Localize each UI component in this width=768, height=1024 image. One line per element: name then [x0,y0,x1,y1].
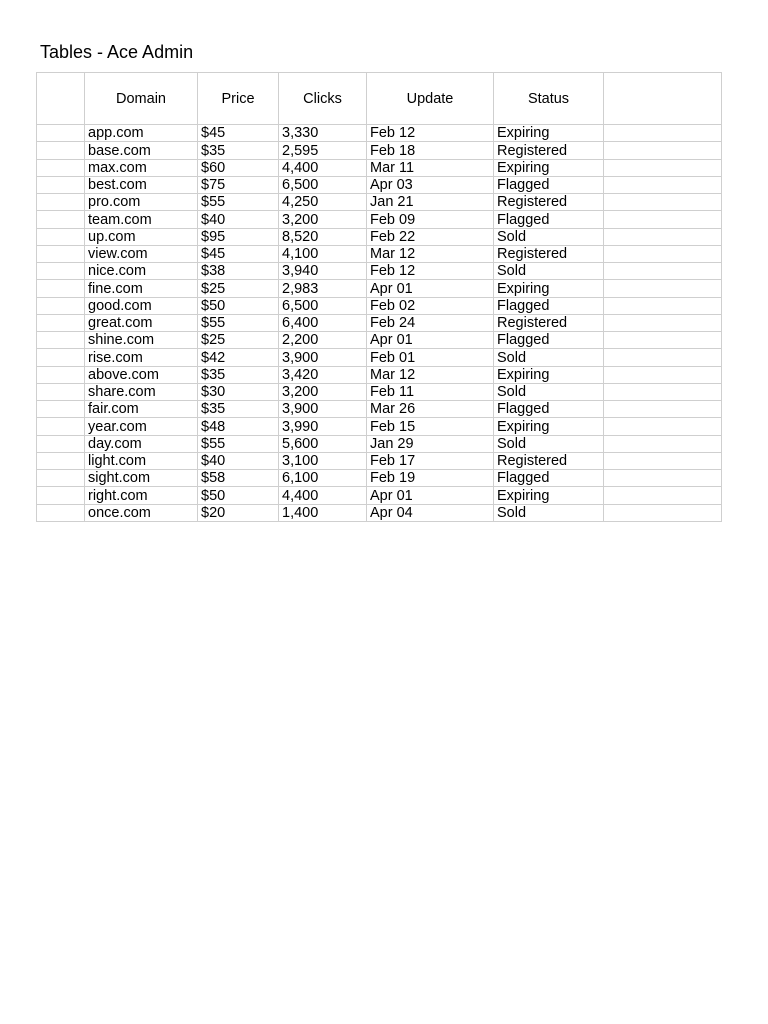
table-row [37,228,722,245]
cell-domain: above.com [85,366,198,383]
cell-blank-left [37,159,85,176]
cell-clicks: 2,595 [279,142,367,159]
cell-update: Feb 24 [367,314,494,331]
cell-blank-right [604,332,722,349]
cell-price: $55 [198,194,279,211]
cell-blank-left [37,383,85,400]
cell-price: $45 [198,245,279,262]
cell-update: Feb 17 [367,452,494,469]
cell-blank-left [37,349,85,366]
cell-blank-left [37,332,85,349]
cell-update: Feb 12 [367,263,494,280]
cell-status: Flagged [494,211,604,228]
cell-status: Registered [494,245,604,262]
cell-price: $25 [198,332,279,349]
cell-domain: max.com [85,159,198,176]
cell-domain: once.com [85,504,198,521]
header-clicks: Clicks [279,73,367,125]
cell-price: $40 [198,211,279,228]
cell-price: $48 [198,418,279,435]
table-row [37,211,722,228]
cell-price: $95 [198,228,279,245]
table-row [37,401,722,418]
cell-price: $75 [198,176,279,193]
cell-status: Sold [494,228,604,245]
cell-update: Apr 04 [367,504,494,521]
cell-price: $20 [198,504,279,521]
cell-price: $40 [198,452,279,469]
cell-update: Feb 15 [367,418,494,435]
table-row [37,332,722,349]
header-price: Price [198,73,279,125]
cell-domain: great.com [85,314,198,331]
cell-clicks: 3,990 [279,418,367,435]
cell-blank-right [604,314,722,331]
cell-update: Feb 12 [367,125,494,142]
cell-price: $50 [198,297,279,314]
cell-blank-right [604,383,722,400]
cell-domain: fair.com [85,401,198,418]
cell-price: $35 [198,142,279,159]
cell-status: Flagged [494,470,604,487]
cell-status: Expiring [494,159,604,176]
cell-update: Feb 19 [367,470,494,487]
cell-clicks: 2,200 [279,332,367,349]
cell-blank-left [37,176,85,193]
cell-update: Feb 18 [367,142,494,159]
cell-clicks: 6,500 [279,297,367,314]
cell-price: $42 [198,349,279,366]
header-update: Update [367,73,494,125]
cell-status: Sold [494,263,604,280]
cell-status: Registered [494,452,604,469]
cell-blank-left [37,280,85,297]
cell-price: $25 [198,280,279,297]
cell-update: Feb 01 [367,349,494,366]
cell-domain: team.com [85,211,198,228]
cell-blank-left [37,125,85,142]
cell-update: Apr 01 [367,332,494,349]
cell-domain: nice.com [85,263,198,280]
cell-domain: light.com [85,452,198,469]
cell-clicks: 8,520 [279,228,367,245]
cell-domain: day.com [85,435,198,452]
table-row [37,280,722,297]
cell-price: $60 [198,159,279,176]
cell-status: Flagged [494,332,604,349]
cell-clicks: 3,330 [279,125,367,142]
cell-blank-right [604,228,722,245]
table-row [37,159,722,176]
cell-price: $35 [198,401,279,418]
cell-domain: good.com [85,297,198,314]
table-row [37,452,722,469]
cell-domain: year.com [85,418,198,435]
cell-domain: right.com [85,487,198,504]
cell-blank-left [37,452,85,469]
cell-clicks: 3,200 [279,211,367,228]
cell-domain: app.com [85,125,198,142]
cell-status: Expiring [494,280,604,297]
cell-blank-left [37,470,85,487]
cell-blank-right [604,349,722,366]
cell-price: $30 [198,383,279,400]
cell-price: $45 [198,125,279,142]
table-row [37,366,722,383]
cell-clicks: 3,900 [279,401,367,418]
cell-blank-right [604,435,722,452]
cell-update: Mar 26 [367,401,494,418]
cell-status: Sold [494,504,604,521]
cell-blank-right [604,125,722,142]
cell-clicks: 6,500 [279,176,367,193]
cell-clicks: 4,400 [279,487,367,504]
table-row [37,435,722,452]
cell-blank-right [604,263,722,280]
cell-status: Flagged [494,297,604,314]
cell-blank-left [37,211,85,228]
cell-status: Sold [494,349,604,366]
cell-status: Expiring [494,418,604,435]
header-domain: Domain [85,73,198,125]
cell-price: $55 [198,314,279,331]
table-header [37,73,722,125]
cell-blank-right [604,159,722,176]
cell-blank-right [604,452,722,469]
cell-update: Jan 21 [367,194,494,211]
cell-blank-right [604,194,722,211]
cell-update: Apr 03 [367,176,494,193]
table-row [37,142,722,159]
cell-blank-right [604,470,722,487]
cell-update: Mar 11 [367,159,494,176]
cell-status: Registered [494,142,604,159]
cell-clicks: 3,420 [279,366,367,383]
header-blank-left [37,73,85,125]
cell-domain: base.com [85,142,198,159]
cell-blank-left [37,245,85,262]
domains-table [36,72,722,522]
header-status: Status [494,73,604,125]
cell-update: Mar 12 [367,245,494,262]
cell-domain: share.com [85,383,198,400]
table-body [37,125,722,522]
cell-price: $55 [198,435,279,452]
cell-update: Mar 12 [367,366,494,383]
cell-blank-left [37,504,85,521]
table-row [37,125,722,142]
cell-clicks: 4,100 [279,245,367,262]
table-row [37,194,722,211]
cell-price: $35 [198,366,279,383]
cell-blank-left [37,435,85,452]
table-row [37,245,722,262]
cell-domain: view.com [85,245,198,262]
cell-clicks: 4,250 [279,194,367,211]
cell-blank-left [37,263,85,280]
cell-status: Sold [494,383,604,400]
cell-blank-left [37,142,85,159]
cell-domain: rise.com [85,349,198,366]
cell-blank-left [37,418,85,435]
cell-blank-right [604,280,722,297]
cell-blank-right [604,142,722,159]
cell-clicks: 4,400 [279,159,367,176]
table-row [37,470,722,487]
table-row [37,349,722,366]
cell-clicks: 1,400 [279,504,367,521]
cell-blank-left [37,366,85,383]
cell-update: Jan 29 [367,435,494,452]
cell-blank-right [604,211,722,228]
cell-update: Apr 01 [367,280,494,297]
table-row [37,504,722,521]
header-blank-right [604,73,722,125]
cell-domain: pro.com [85,194,198,211]
cell-price: $58 [198,470,279,487]
cell-blank-left [37,297,85,314]
cell-blank-left [37,314,85,331]
cell-domain: sight.com [85,470,198,487]
cell-clicks: 3,200 [279,383,367,400]
cell-update: Feb 09 [367,211,494,228]
cell-status: Registered [494,314,604,331]
cell-status: Registered [494,194,604,211]
cell-clicks: 2,983 [279,280,367,297]
cell-status: Expiring [494,125,604,142]
cell-status: Expiring [494,366,604,383]
cell-clicks: 6,100 [279,470,367,487]
cell-price: $50 [198,487,279,504]
cell-blank-left [37,194,85,211]
cell-update: Feb 02 [367,297,494,314]
table-row [37,263,722,280]
cell-clicks: 5,600 [279,435,367,452]
cell-blank-left [37,228,85,245]
cell-clicks: 3,900 [279,349,367,366]
cell-update: Apr 01 [367,487,494,504]
cell-status: Expiring [494,487,604,504]
cell-status: Flagged [494,401,604,418]
cell-blank-left [37,401,85,418]
cell-clicks: 3,100 [279,452,367,469]
cell-domain: up.com [85,228,198,245]
cell-clicks: 6,400 [279,314,367,331]
table-row [37,487,722,504]
table-row [37,383,722,400]
page-title: Tables - Ace Admin [40,42,194,62]
cell-update: Feb 22 [367,228,494,245]
cell-status: Flagged [494,176,604,193]
cell-blank-right [604,176,722,193]
table-row [37,176,722,193]
cell-update: Feb 11 [367,383,494,400]
header-row [37,73,722,125]
cell-clicks: 3,940 [279,263,367,280]
table-row [37,314,722,331]
cell-blank-right [604,245,722,262]
cell-status: Sold [494,435,604,452]
cell-blank-left [37,487,85,504]
cell-blank-right [604,297,722,314]
table-row [37,418,722,435]
cell-blank-right [604,401,722,418]
table-row [37,297,722,314]
cell-blank-right [604,487,722,504]
cell-domain: best.com [85,176,198,193]
cell-domain: fine.com [85,280,198,297]
cell-blank-right [604,504,722,521]
cell-price: $38 [198,263,279,280]
cell-blank-right [604,418,722,435]
cell-domain: shine.com [85,332,198,349]
cell-blank-right [604,366,722,383]
